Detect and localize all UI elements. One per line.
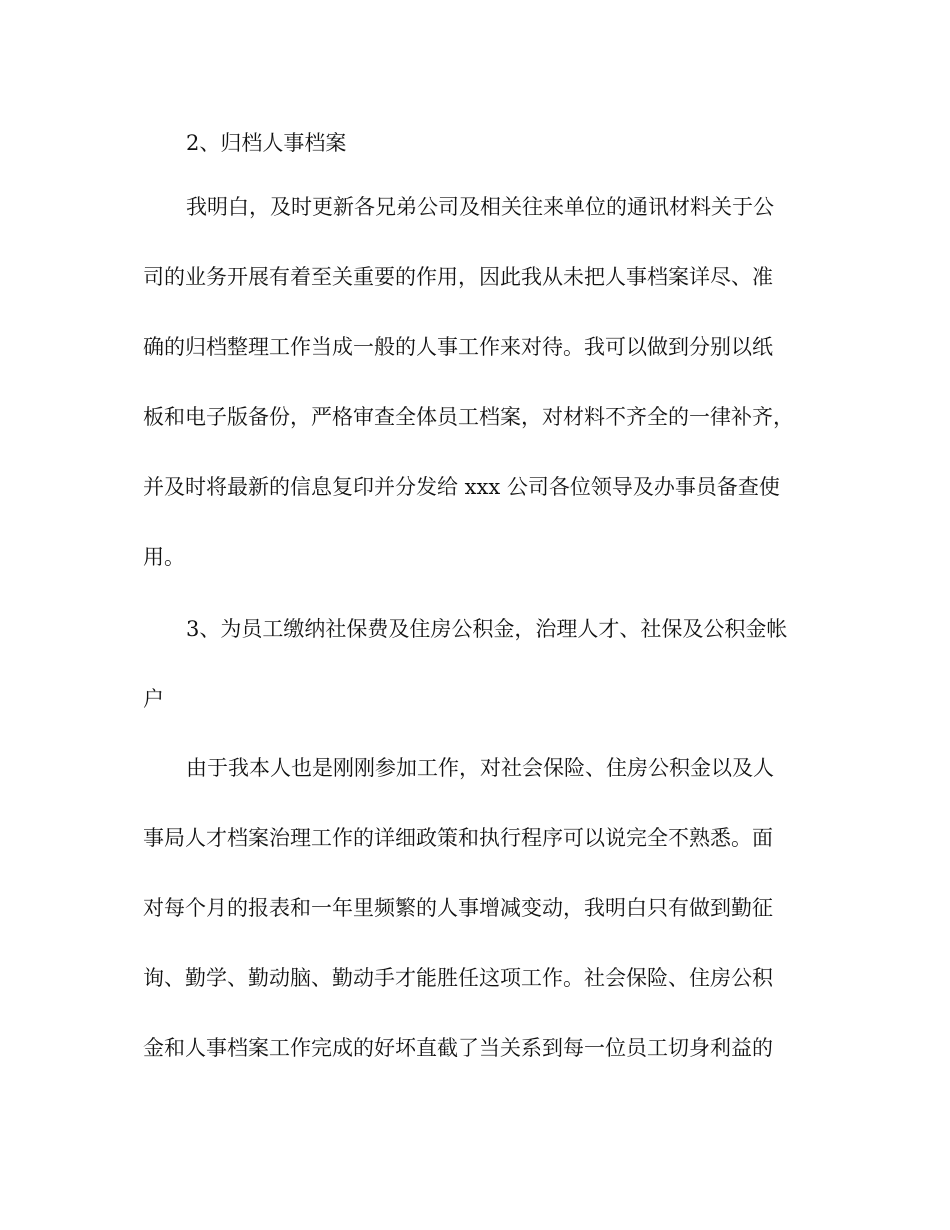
paragraph-line: 我明白，及时更新各兄弟公司及相关往来单位的通讯材料关于公 xyxy=(186,195,774,219)
paragraph-line: 金和人事档案工作完成的好坏直截了当关系到每一位员工切身利益的 xyxy=(143,1036,773,1060)
section-heading-insurance-cont: 户 xyxy=(143,687,164,711)
paragraph-line: 询、勤学、勤动脑、勤动手才能胜任这项工作。社会保险、住房公积 xyxy=(143,966,773,990)
paragraph-line: 事局人才档案治理工作的详细政策和执行程序可以说完全不熟悉。面 xyxy=(143,826,773,850)
paragraph-line: 板和电子版备份，严格审查全体员工档案，对材料不齐全的一律补齐， xyxy=(143,405,794,429)
paragraph-line: 用。 xyxy=(143,545,185,569)
paragraph-line: 确的归档整理工作当成一般的人事工作来对待。我可以做到分别以纸 xyxy=(143,335,773,359)
section-heading-archive: 2、归档人事档案 xyxy=(186,131,347,155)
paragraph-line: 并及时将最新的信息复印并分发给 xxx 公司各位领导及办事员备查使 xyxy=(143,475,780,499)
paragraph-line: 对每个月的报表和一年里频繁的人事增减变动，我明白只有做到勤征 xyxy=(143,896,773,920)
paragraph-line: 司的业务开展有着至关重要的作用，因此我从未把人事档案详尽、准 xyxy=(143,265,773,289)
paragraph-line: 由于我本人也是刚刚参加工作，对社会保险、住房公积金以及人 xyxy=(186,756,774,780)
section-heading-insurance: 3、为员工缴纳社保费及住房公积金，治理人才、社保及公积金帐 xyxy=(186,617,788,641)
